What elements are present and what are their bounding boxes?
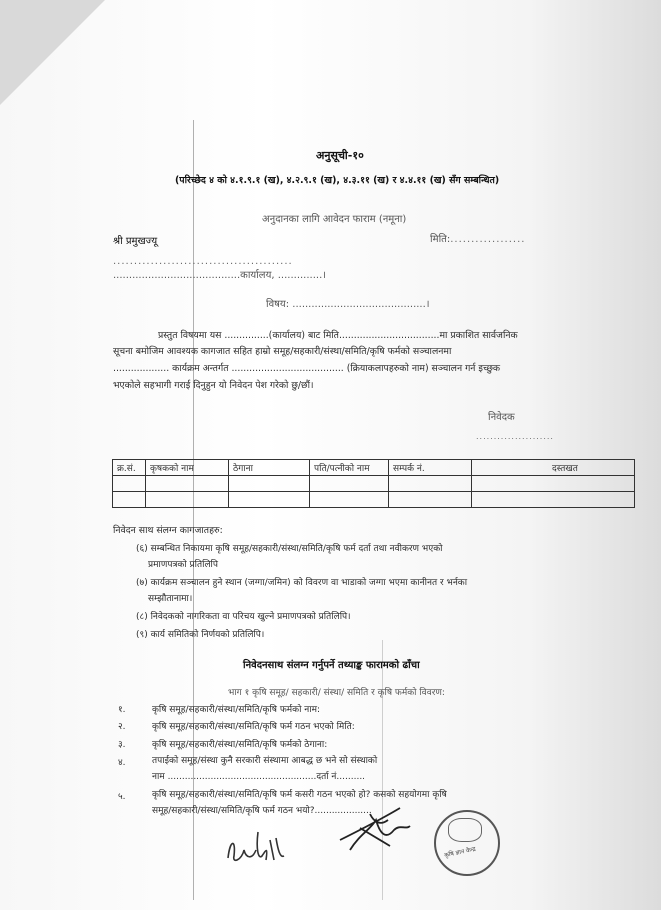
item-text: कृषि समूह/सहकारी/संस्था/समिति/कृषि फर्म गठन भएको मिति:: [152, 722, 355, 732]
column-header: सम्पर्क नं.: [389, 460, 472, 476]
handwritten-signature-right: [330, 800, 420, 860]
body-line: प्रस्तुत विषयमा यस ...............(कार्यालय) बाट मिति..................................मा प्रकाशित सार्वजनिक: [158, 330, 518, 341]
item-number: २.: [118, 722, 126, 732]
column-header: क्र.सं.: [113, 460, 146, 476]
date-label: मिति:..................: [430, 234, 526, 245]
attachment-item: सम्झौतानामा।: [148, 594, 193, 604]
attachment-item: (९) कार्य समितिको निर्णयको प्रतिलिपि।: [136, 630, 265, 640]
table-row: [113, 476, 635, 492]
column-header: पति/पत्नीको नाम: [310, 460, 389, 476]
schedule-heading: अनुसूची-१०: [316, 149, 364, 162]
attachment-item: (७) कार्यक्रम सञ्चालन हुने स्थान (जग्गा/जमिन) को विवरण वा भाडाको जग्गा भएमा कानीनत र भर्नका: [136, 578, 468, 588]
item-number: १.: [118, 705, 126, 715]
item-number: ४.: [118, 758, 126, 768]
item-number: ३.: [118, 740, 126, 750]
body-line: सूचना बमोजिम आवश्यक कागजात सहित हाम्रो समूह/सहकारी/संस्था/समिति/कृषि फर्मको सञ्चालनमा: [113, 346, 452, 357]
seal-emblem: [448, 818, 482, 842]
signature-dots: ......................: [476, 432, 554, 441]
seal-text: कृषि ज्ञान केन्द्र: [443, 845, 477, 860]
item-text: तपाईको समूह/संस्था कुनै सरकारी संस्थामा आबद्ध छ भने सो संस्थाको: [152, 756, 378, 766]
handwritten-signature-left: [222, 820, 292, 870]
table-header-row: [113, 460, 635, 476]
scan-fold-line: [382, 640, 383, 900]
item-text: कृषि समूह/सहकारी/संस्था/समिति/कृषि फर्म कसरी गठन भएको हो? कसको सहयोगमा कृषि: [152, 790, 447, 800]
recipient: श्री प्रमुखज्यू: [113, 236, 158, 247]
attachments-title: निवेदन साथ संलग्न कागजातहरु:: [113, 525, 223, 536]
reference-line: (परिच्छेद ४ को ४.१.९.१ (ख), ४.२.९.१ (ख), ४.३.११ (ख) र ४.४.११ (ख) सँग सम्बन्धित): [175, 175, 500, 186]
column-header: कृषकको नाम: [146, 460, 229, 476]
column-header: ठेगाना: [229, 460, 310, 476]
body-line: ................... कार्यक्रम अन्तर्गत ...................................... (क्रियाकलापहरुको नाम) सञ्चालन गर्न इच्छुक: [113, 363, 501, 374]
subject-line: विषय: ..........................................।: [266, 299, 430, 310]
attachment-item: (६) सम्बन्धित निकायमा कृषि समूह/सहकारी/संस्था/समिति/कृषि फर्म दर्ता तथा नवीकरण भएको: [136, 544, 443, 554]
attachment-item: प्रमाणपत्रको प्रतिलिपि: [148, 560, 218, 570]
applicant-label: निवेदक: [488, 412, 515, 423]
item-text: कृषि समूह/सहकारी/संस्था/समिति/कृषि फर्मको ठेगाना:: [152, 740, 328, 750]
column-header: दस्तखत: [472, 460, 635, 476]
format-title: निवेदनसाथ संलग्न गर्नुपर्ने तथ्याङ्क फारामको ढाँचा: [243, 660, 420, 671]
table-row: [113, 492, 635, 508]
fold-shadow: [0, 0, 105, 105]
scan-fold-line: [193, 120, 194, 900]
farmer-table: [112, 459, 635, 508]
item-text: समूह/सहकारी/संस्था/समिति/कृषि फर्म गठन भयो?....................: [152, 806, 372, 816]
attachment-item: (८) निवेदकको नागरिकता वा परिचय खुल्ने प्रमाणपत्रको प्रतिलिपि।: [136, 612, 351, 622]
office-line-2: ........................................कार्यालय, ..............।: [113, 270, 327, 281]
item-number: ५.: [118, 792, 126, 802]
office-line-1: ...........................................: [113, 256, 293, 267]
item-text: कृषि समूह/सहकारी/संस्था/समिति/कृषि फर्मको नाम:: [152, 705, 321, 715]
body-line: भएकोले सहभागी गराई दिनुहुन यो निवेदन पेश गरेको छु/छौं।: [113, 380, 314, 391]
form-title: अनुदानका लागि आवेदन फाराम (नमूना): [262, 214, 407, 225]
format-part: भाग १ कृषि समूह/ सहकारी/ संस्था/ समिति र कृषि फर्मको विवरण:: [228, 688, 445, 698]
item-text: नाम ....................................................दर्ता नं..........: [152, 772, 366, 782]
